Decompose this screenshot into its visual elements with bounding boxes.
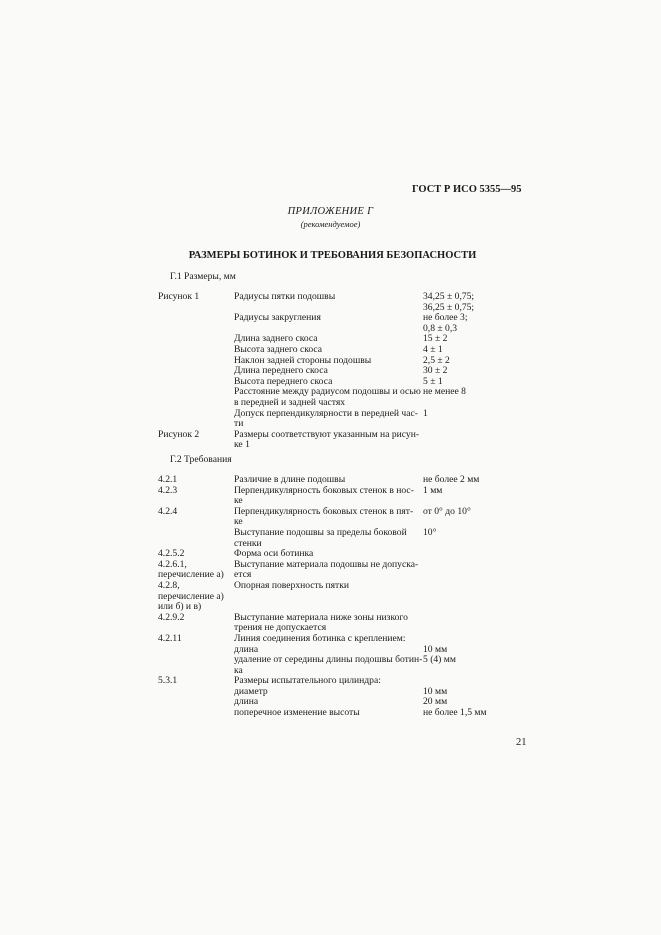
- requirement-value: 15 ± 2: [423, 333, 448, 345]
- requirement-description: Форма оси ботинка: [234, 548, 314, 560]
- clause-reference: Рисунок 2: [158, 428, 200, 440]
- requirement-value: [423, 613, 528, 634]
- requirement-description: Длина заднего скоса: [234, 333, 318, 345]
- requirement-value: не более 1,5 мм: [423, 707, 487, 719]
- requirement-value: [423, 430, 528, 451]
- clause-reference: [158, 645, 234, 656]
- table-row: [158, 486, 528, 507]
- table-row: [158, 292, 528, 313]
- requirement-description: Допуск перпендикулярности в передней час- ти: [234, 407, 418, 430]
- clause-reference: [158, 697, 234, 708]
- clause-reference: 4.2.3: [158, 484, 178, 496]
- requirement-description: Высота заднего скоса: [234, 343, 323, 355]
- clause-reference: [158, 655, 234, 676]
- table-row: [158, 634, 528, 645]
- table-row: [158, 356, 528, 367]
- requirement-description: длина: [234, 696, 259, 708]
- table-row: [158, 687, 528, 698]
- table-row: [158, 560, 528, 581]
- table-row: [158, 581, 528, 613]
- clause-reference: [158, 387, 234, 408]
- clause-reference: 4.2.9.2: [158, 611, 185, 623]
- clause-reference: 4.2.11: [158, 632, 182, 644]
- clause-reference: [158, 313, 234, 334]
- clause-reference: [158, 334, 234, 345]
- clause-reference: [158, 409, 234, 430]
- requirement-value: 5 (4) мм: [423, 654, 456, 666]
- requirement-value: не более 2 мм: [423, 474, 480, 485]
- requirement-description: Высота переднего скоса: [234, 375, 333, 387]
- requirement-description: Длина переднего скоса: [234, 365, 328, 377]
- requirement-description: Расстояние между радиусом подошвы и осью в передней и задней частях: [234, 386, 421, 408]
- requirement-description: Радиусы пятки подошвы: [234, 291, 336, 302]
- requirement-value: 1: [423, 407, 428, 419]
- clause-reference: [158, 687, 234, 698]
- clause-reference: [158, 356, 234, 367]
- section-heading-dimensions: Г.1 Размеры, мм: [170, 271, 236, 282]
- clause-reference: [158, 528, 234, 549]
- requirement-value: 10 мм: [423, 685, 448, 697]
- requirement-value: 30 ± 2: [423, 365, 448, 377]
- clause-reference: [158, 377, 234, 388]
- requirement-value: 4 ± 1: [423, 343, 443, 355]
- requirement-value: 2,5 ± 2: [423, 354, 450, 366]
- table-row: [158, 507, 528, 528]
- document-title: РАЗМЕРЫ БОТИНОК И ТРЕБОВАНИЯ БЕЗОПАСНОСТИ: [188, 250, 477, 261]
- table-row: [158, 409, 528, 430]
- requirement-description: Выступание подошвы за пределы боковой стенки: [234, 526, 407, 549]
- requirement-value: 10 мм: [423, 643, 448, 655]
- requirement-description: Наклон задней стороны подошвы: [234, 354, 372, 366]
- clause-reference: [158, 708, 234, 719]
- clause-reference: 4.2.1: [158, 474, 178, 485]
- requirement-description: Различие в длине подошвы: [234, 474, 346, 485]
- clause-reference: 4.2.6.1, перечисление а): [158, 558, 224, 581]
- requirement-value: [423, 549, 528, 560]
- clause-reference: 4.2.8, перечисление а) или б) и в): [158, 579, 224, 613]
- requirement-value: 5 ± 1: [423, 375, 443, 387]
- table-row: [158, 334, 528, 345]
- clause-reference: 4.2.4: [158, 505, 178, 517]
- requirement-value: не более 3; 0,8 ± 0,3: [423, 312, 468, 334]
- appendix-title: ПРИЛОЖЕНИЕ Г: [287, 206, 374, 217]
- table-row: [158, 528, 528, 549]
- requirement-description: Размеры соответствуют указанным на рисун- ке 1: [234, 428, 420, 451]
- table-row: [158, 366, 528, 377]
- table-row: [158, 313, 528, 334]
- requirement-value: 20 мм: [423, 696, 448, 708]
- table-row: [158, 655, 528, 676]
- requirement-description: удаление от середины длины подошвы ботин- ка: [234, 654, 423, 676]
- requirement-value: 34,25 ± 0,75; 36,25 ± 0,75;: [423, 291, 475, 313]
- table-row: [158, 387, 528, 408]
- requirement-value: 1 мм: [423, 484, 443, 496]
- requirement-description: Выступание материала ниже зоны низкого трения не допускается: [234, 611, 408, 634]
- appendix-status: (рекомендуемое): [300, 219, 361, 229]
- requirement-value: от 0° до 10°: [423, 505, 471, 517]
- requirement-value: [423, 560, 528, 581]
- requirement-description: Выступание материала подошвы не допуска- ется: [234, 558, 419, 581]
- requirement-value: не менее 8: [423, 386, 466, 398]
- requirement-description: Радиусы закругления: [234, 312, 321, 324]
- table-row: [158, 430, 528, 451]
- table-row: [158, 676, 528, 687]
- requirement-value: 10°: [423, 526, 437, 538]
- clause-reference: 4.2.5.2: [158, 548, 185, 560]
- clause-reference: Рисунок 1: [158, 291, 200, 302]
- table-row: [158, 613, 528, 634]
- requirements-table: [158, 475, 528, 719]
- requirement-description: Линия соединения ботинка с креплением:: [234, 632, 406, 644]
- section-heading-requirements: Г.2 Требования: [170, 454, 232, 465]
- requirement-description: Размеры испытательного цилиндра:: [234, 675, 381, 687]
- page-number: 21: [516, 737, 527, 748]
- clause-reference: [158, 345, 234, 356]
- requirement-description: длина: [234, 643, 259, 655]
- table-row: [158, 345, 528, 356]
- requirement-description: Перпендикулярность боковых стенок в пят- ке: [234, 505, 414, 528]
- requirement-description: поперечное изменение высоты: [234, 707, 360, 719]
- dimensions-table: [158, 292, 528, 451]
- table-row: [158, 708, 528, 719]
- standard-designation: ГОСТ Р ИСО 5355—95: [412, 184, 522, 195]
- requirement-value: [423, 581, 528, 613]
- table-row: [158, 475, 528, 486]
- clause-reference: [158, 366, 234, 377]
- requirement-value: [423, 634, 528, 645]
- requirement-description: диаметр: [234, 685, 268, 697]
- requirement-description: Перпендикулярность боковых стенок в нос- ке: [234, 484, 414, 507]
- clause-reference: 5.3.1: [158, 675, 178, 687]
- requirement-description: Опорная поверхность пятки: [234, 579, 350, 591]
